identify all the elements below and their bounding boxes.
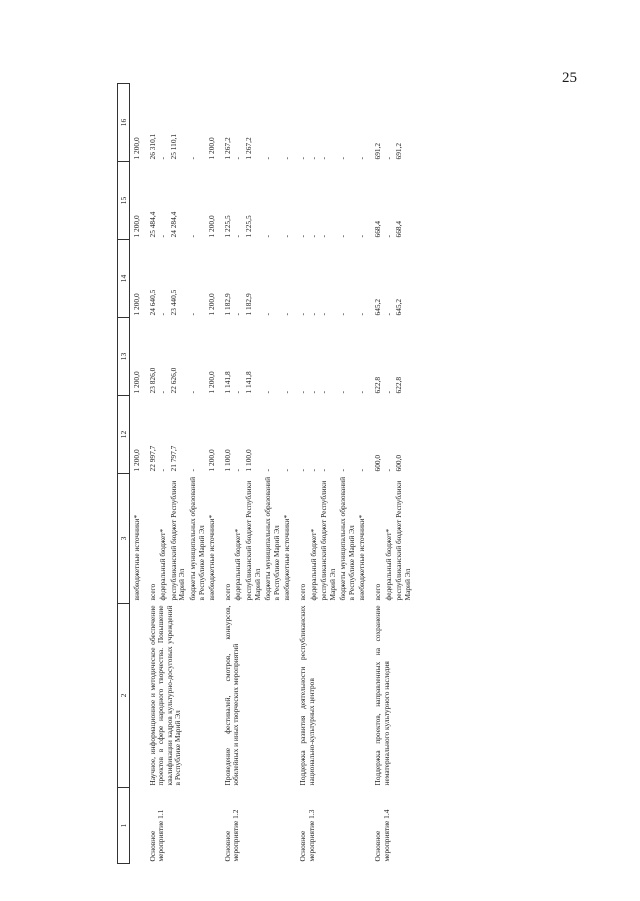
value-cell: - [158,157,168,160]
value-cell: 26 310,1 [147,133,157,160]
activity-name: Поддержка развития деятельности республиканских национально-культурных центров [297,605,316,786]
value-cell: - [308,391,318,394]
column-header: 3 [118,474,130,604]
column-header: 1 [118,788,130,864]
funding-source: бюджеты муниципальных образований в Республике Марий Эл [338,476,356,601]
funding-source: всего [297,583,307,601]
value-cell: - [233,157,243,160]
value-cell: - [233,235,243,238]
value-cell: - [338,157,348,160]
table-row [130,84,143,864]
budget-table [117,83,413,864]
value-cell: - [383,391,393,394]
value-cell: - [308,469,318,472]
value-cell: 1 200,0 [207,371,217,394]
value-cell: 1 200,0 [132,449,141,472]
value-cell: - [282,235,292,238]
value-cell: - [263,157,273,160]
column-header: 16 [118,84,130,162]
value-cell: - [297,469,307,472]
funding-source: всего [222,583,232,601]
value-cell: - [357,313,367,316]
value-cell: 1 182,9 [243,293,253,316]
value-cell: 1 200,0 [207,137,217,160]
value-cell: 1 200,0 [132,293,141,316]
value-cell: - [263,469,273,472]
value-cell: 668,4 [373,220,383,238]
value-cell: - [338,469,348,472]
value-cell: - [319,313,329,316]
funding-source: всего [147,583,157,601]
value-cell: - [187,157,197,160]
value-cell: 1 200,0 [132,215,141,238]
funding-source: всего [373,583,383,601]
value-cell: 1 200,0 [207,293,217,316]
funding-source: бюджеты муниципальных образований в Республике Марий Эл [187,476,206,601]
value-cell: - [158,469,168,472]
activity-code: Основное мероприятие 1.1 [147,809,166,862]
table-row [293,84,309,864]
value-cell: - [297,235,307,238]
value-cell: 1 267,2 [222,137,232,160]
value-cell: 24 284,4 [168,211,178,238]
value-cell: 645,2 [373,298,383,316]
value-cell: - [319,157,329,160]
value-cell: - [319,391,329,394]
funding-source: внебюджетные источники* [357,514,367,601]
value-cell: - [187,391,197,394]
value-cell: - [263,313,273,316]
value-cell: - [308,157,318,160]
value-cell: - [383,469,393,472]
funding-source: внебюджетные источники* [207,514,217,601]
activity-code: Основное мероприятие 1.3 [297,809,316,862]
funding-source: федеральный бюджет* [233,528,243,601]
value-cell: - [383,157,393,160]
value-cell: 1 200,0 [132,371,141,394]
funding-source: федеральный бюджет* [158,528,168,601]
activity-name: Научное, информационное и методическое обеспечение проектов в сфере народного творчества. Повышение квалификации кадров культурно-досуговых учреждений в Республике Марий Эл [147,605,183,786]
value-cell: 1 182,9 [222,293,232,316]
value-cell: - [308,235,318,238]
activity-name: Проведение фестивалей, смотров, конкурсов, юбилейных и иных творческих мероприятий [222,605,241,786]
value-cell: - [297,313,307,316]
value-cell: 21 797,7 [168,445,178,472]
value-cell: 668,4 [394,220,404,238]
funding-source: внебюджетные источники* [132,514,141,601]
value-cell: 622,8 [394,376,404,394]
value-cell: - [357,157,367,160]
value-cell: - [187,235,197,238]
funding-source: республиканский бюджет Республики Марий Эл [168,480,187,601]
funding-source: бюджеты муниципальных образований в Республике Марий Эл [263,476,281,601]
activity-name: Поддержка проектов, направленных на сохранение нематериального культурного наследия [373,605,391,786]
column-header: 13 [118,318,130,396]
funding-source: республиканский бюджет Республики Марий Эл [394,480,412,601]
value-cell: - [233,391,243,394]
value-cell: - [233,469,243,472]
value-cell: - [158,235,168,238]
column-header: 2 [118,604,130,788]
value-cell: - [263,391,273,394]
value-cell: 25 110,1 [168,133,178,160]
column-header: 15 [118,162,130,240]
value-cell: - [357,235,367,238]
value-cell: 1 225,5 [243,215,253,238]
funding-source: республиканский бюджет Республики Марий Эл [243,480,262,601]
table-cell [130,788,143,864]
column-header: 14 [118,240,130,318]
value-cell: - [338,235,348,238]
value-cell: 645,2 [394,298,404,316]
activity-code: Основное мероприятие 1.4 [373,809,391,862]
value-cell: - [338,313,348,316]
value-cell: 622,8 [373,376,383,394]
value-cell: - [263,235,273,238]
table-row [368,84,384,864]
page-number: 25 [562,70,577,86]
value-cell: - [319,469,329,472]
value-cell: 1 100,0 [243,449,253,472]
value-cell: - [233,313,243,316]
funding-source: федеральный бюджет* [383,528,393,601]
column-header: 12 [118,396,130,474]
value-cell: 1 200,0 [207,215,217,238]
value-cell: 1 200,0 [132,137,141,160]
value-cell: 1 267,2 [243,137,253,160]
value-cell: 25 484,4 [147,211,157,238]
table-row [143,84,159,864]
value-cell: - [357,469,367,472]
value-cell: 1 225,5 [222,215,232,238]
value-cell: - [338,391,348,394]
value-cell: 23 826,0 [147,367,157,394]
value-cell: - [158,391,168,394]
funding-source: федеральный бюджет* [308,528,318,601]
funding-source: внебюджетные источники* [282,514,292,601]
value-cell: 600,0 [373,454,383,472]
value-cell: - [282,469,292,472]
value-cell: - [297,391,307,394]
table-cell [130,604,143,788]
value-cell: 1 141,8 [243,371,253,394]
value-cell: 1 200,0 [207,449,217,472]
value-cell: - [297,157,307,160]
value-cell: 22 626,0 [168,367,178,394]
value-cell: - [158,313,168,316]
table-row [218,84,234,864]
value-cell: 691,2 [394,142,404,160]
value-cell: - [282,391,292,394]
value-cell: - [319,235,329,238]
value-cell: - [308,313,318,316]
column-number-row [118,84,130,864]
value-cell: - [357,391,367,394]
value-cell: 22 997,7 [147,445,157,472]
value-cell: - [187,469,197,472]
value-cell: 1 141,8 [222,371,232,394]
value-cell: 23 440,5 [168,289,178,316]
value-cell: - [383,235,393,238]
table-body [130,84,414,864]
value-cell: 600,0 [394,454,404,472]
budget-table-sheet [117,84,638,864]
value-cell: 24 640,5 [147,289,157,316]
value-cell: - [383,313,393,316]
value-cell: - [282,313,292,316]
value-cell: - [282,157,292,160]
funding-source: республиканский бюджет Республики Марий Эл [319,480,337,601]
activity-code: Основное мероприятие 1.2 [222,809,241,862]
value-cell: 1 100,0 [222,449,232,472]
value-cell: 691,2 [373,142,383,160]
value-cell: - [187,313,197,316]
